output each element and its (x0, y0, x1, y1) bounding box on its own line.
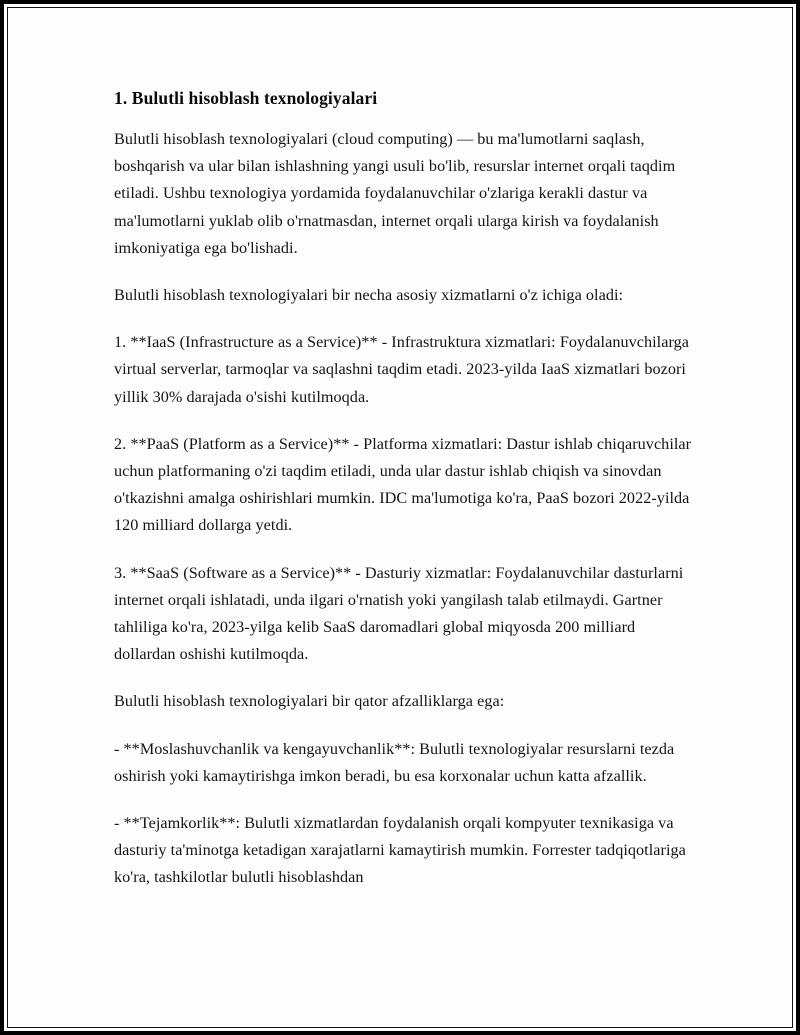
document-page (7, 7, 793, 1028)
paragraph-intro: Bulutli hisoblash texnologiyalari (cloud computing) — bu ma'lumotlarni saqlash, boshqarish va ular bilan ishlashning yangi usuli bo'lib, resurslar internet orqali taqdim etiladi. Ushbu texnologiya yordamida foydalanuvchilar o'zlariga kerakli dastur va ma'lumotlarni yuklab olib o'rnatmasdan, internet orqali ularga kirish va foydalanish imkoniyatiga ega bo'lishadi. (114, 130, 676, 257)
paragraph-services-lead: Bulutli hisoblash texnologiyalari bir necha asosiy xizmatlarni o'z ichiga oladi: (114, 286, 624, 305)
document-body (8, 8, 792, 1027)
paragraph-advantages-lead: Bulutli hisoblash texnologiyalari bir qator afzalliklarga ega: (114, 692, 505, 711)
paragraph-scalability: - **Moslashuvchanlik va kengayuvchanlik**: Bulutli texnologiyalar resurslarni tezda oshirish yoki kamaytirishga imkon beradi, bu esa korxonalar uchun katta afzallik. (114, 739, 675, 785)
page-frame-gutter (4, 4, 796, 1031)
page-title: 1. Bulutli hisoblash texnologiyalari (114, 88, 378, 108)
paragraph-saas: 3. **SaaS (Software as a Service)** - Dasturiy xizmatlar: Foydalanuvchilar dasturlarni internet orqali ishlatadi, unda ilgari o'rnatish yoki yangilash talab etilmaydi. Gartner tahliliga ko'ra, 2023-yilga kelib SaaS daromadlari global miqyosda 200 milliard dollardan oshishi kutilmoqda. (114, 563, 684, 664)
paragraph-iaas: 1. **IaaS (Infrastructure as a Service)** - Infrastruktura xizmatlari: Foydalanuvchilarga virtual serverlar, tarmoqlar va saqlashni taqdim etadi. 2023-yilda IaaS xizmatlari bozori yillik 30% darajada o'sishi kutilmoqda. (114, 333, 689, 406)
paragraph-cost-efficiency: - **Tejamkorlik**: Bulutli xizmatlardan foydalanish orqali kompyuter texnikasiga va dasturiy ta'minotga ketadigan xarajatlarni kamaytirish mumkin. Forrester tadqiqotlariga ko'ra, tashkilotlar bulutli hisoblashdan (114, 814, 686, 887)
paragraph-paas: 2. **PaaS (Platform as a Service)** - Platforma xizmatlari: Dastur ishlab chiqaruvchilar uchun platformaning o'zi taqdim etiladi, unda ular dastur ishlab chiqish va sinovdan o'tkazishni amalga oshirishlari mumkin. IDC ma'lumotiga ko'ra, PaaS bozori 2022-yilda 120 milliard dollarga yetdi. (114, 434, 692, 535)
